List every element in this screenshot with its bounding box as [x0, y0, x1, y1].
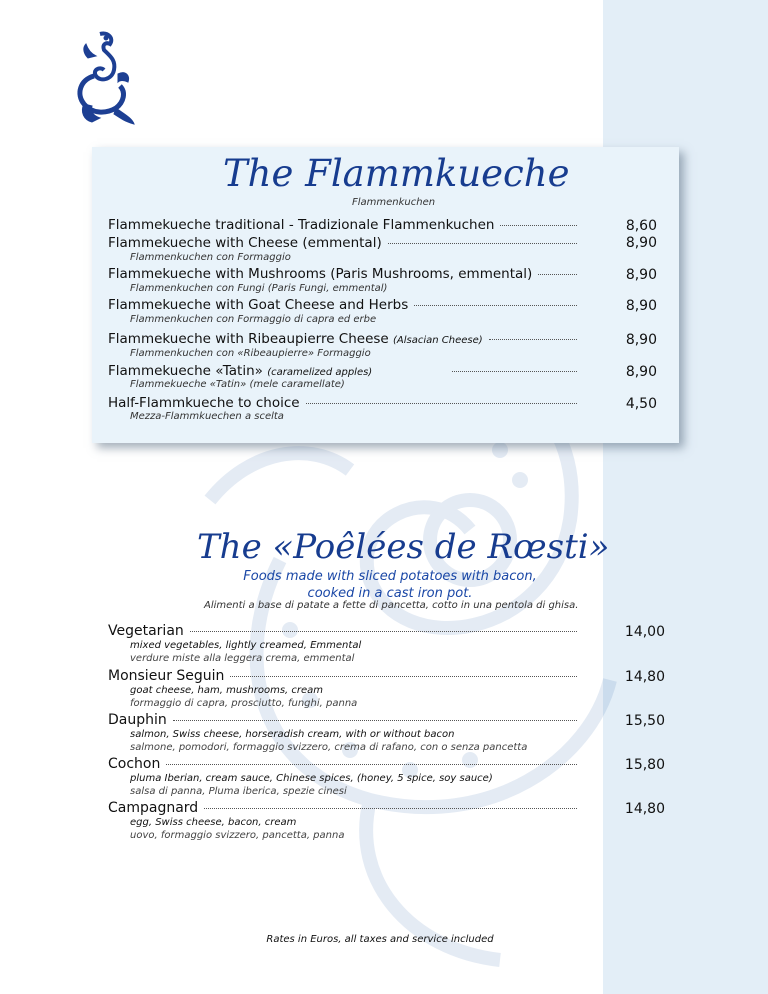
roesti-tagline — [180, 568, 600, 602]
item-subtext: Flammenkuchen con «Ribeaupierre» Formaggio — [130, 348, 371, 359]
item-description-en: salmon, Swiss cheese, horseradish cream, with or without bacon — [130, 729, 455, 740]
item-name: Half-Flammkueche to choice — [108, 395, 300, 411]
roesti-tagline-italian: Alimenti a base di patate a fette di pancetta, cotto in una pentola di ghisa. — [204, 600, 579, 611]
item-price: 8,90 — [625, 364, 657, 380]
item-description-en: pluma Iberian, cream sauce, Chinese spices, (honey, 5 spice, soy sauce) — [130, 773, 493, 784]
item-price: 8,90 — [625, 267, 657, 283]
item-subtext: Flammekueche «Tatin» (mele caramellate) — [130, 379, 345, 390]
item-subtext: Flammenkuchen con Formaggio — [130, 252, 291, 263]
item-name: Flammekueche with Mushrooms (Paris Mushrooms, emmental) — [108, 266, 533, 282]
item-description-en: goat cheese, ham, mushrooms, cream — [130, 685, 324, 696]
item-name: Vegetarian — [108, 623, 184, 639]
leader-dots — [173, 720, 577, 721]
item-name: Dauphin — [108, 712, 167, 728]
item-description-it: uovo, formaggio svizzero, pancetta, panna — [130, 830, 345, 841]
item-subtext: Mezza-Flammkuechen a scelta — [130, 411, 284, 422]
item-note: (caramelized apples) — [267, 367, 373, 378]
item-price: 15,50 — [624, 713, 665, 729]
leader-dots — [388, 243, 577, 244]
item-name — [108, 363, 372, 379]
item-name — [108, 331, 483, 347]
item-name: Monsieur Seguin — [108, 668, 225, 684]
leader-dots — [452, 371, 577, 372]
item-name: Flammekueche with Goat Cheese and Herbs — [108, 297, 409, 313]
footer-note: Rates in Euros, all taxes and service included — [266, 934, 494, 945]
leader-dots — [306, 403, 577, 404]
item-price: 14,80 — [624, 801, 665, 817]
item-description-en: egg, Swiss cheese, bacon, cream — [130, 817, 297, 828]
item-price: 8,90 — [625, 235, 657, 251]
item-subtext: Flammenkuchen con Fungi (Paris Fungi, emmental) — [130, 283, 388, 294]
item-price: 15,80 — [624, 757, 665, 773]
leader-dots — [204, 808, 577, 809]
flammkueche-title: The Flammkueche — [223, 152, 570, 195]
item-description-it: formaggio di capra, prosciutto, funghi, panna — [130, 698, 358, 709]
item-price: 4,50 — [625, 396, 657, 412]
item-price: 8,60 — [625, 218, 657, 234]
item-name: Flammekueche traditional - Tradizionale Flammenkuchen — [108, 217, 495, 233]
item-name-text: Flammekueche with Ribeaupierre Cheese — [108, 331, 389, 347]
sea-dragon-logo-icon — [70, 30, 136, 125]
item-description-it: salmone, pomodori, formaggio svizzero, crema di rafano, con o senza pancetta — [130, 742, 528, 753]
flammkueche-subtitle: Flammenkuchen — [352, 197, 436, 208]
item-price: 14,80 — [624, 669, 665, 685]
menu-item — [108, 217, 583, 237]
leader-dots — [190, 631, 577, 632]
item-price: 14,00 — [624, 624, 665, 640]
roesti-title: The «Poêlées de Rœsti» — [197, 527, 610, 567]
item-name: Flammekueche with Cheese (emmental) — [108, 235, 382, 251]
leader-dots — [230, 676, 577, 677]
item-name: Campagnard — [108, 800, 199, 816]
item-description-en: mixed vegetables, lightly creamed, Emmental — [130, 640, 362, 651]
leader-dots — [538, 274, 577, 275]
leader-dots — [414, 305, 577, 306]
item-description-it: verdure miste alla leggera crema, emmental — [130, 653, 355, 664]
roesti-tagline-line-2: cooked in a cast iron pot. — [307, 586, 473, 601]
item-note: (Alsacian Cheese) — [393, 335, 483, 346]
leader-dots — [489, 339, 577, 340]
item-description-it: salsa di panna, Pluma iberica, spezie cinesi — [130, 786, 347, 797]
item-name: Cochon — [108, 756, 161, 772]
leader-dots — [166, 764, 577, 765]
leader-dots — [500, 225, 577, 226]
item-price: 8,90 — [625, 298, 657, 314]
item-name-text: Flammekueche «Tatin» — [108, 363, 263, 379]
item-price: 8,90 — [625, 332, 657, 348]
item-subtext: Flammenkuchen con Formaggio di capra ed erbe — [130, 314, 377, 325]
roesti-tagline-line-1: Foods made with sliced potatoes with bacon, — [243, 569, 537, 584]
